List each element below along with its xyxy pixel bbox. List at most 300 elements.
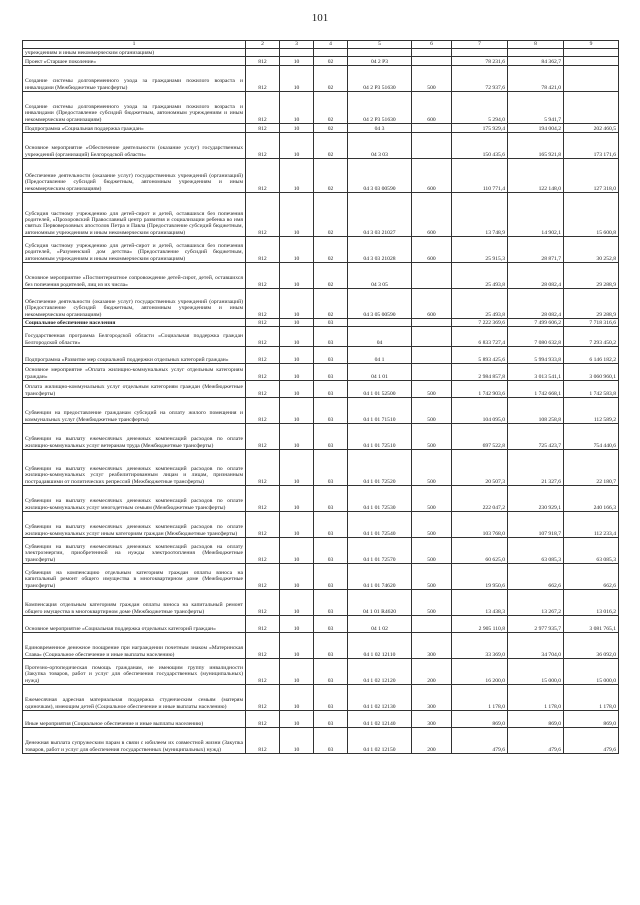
col-amount-2: 1 742 668,1 [508,381,564,398]
col-ministry: 812 [246,57,280,66]
col-expense-type: 500 [412,564,452,590]
table-row [23,616,619,633]
table-row [23,319,619,327]
col-amount-3: 1 742 583,8 [564,381,619,398]
table-header-row [23,41,619,49]
col-ministry: 812 [246,685,280,711]
col-amount-3: 36 092,0 [564,633,619,659]
col-amount-3: 869,0 [564,711,619,728]
col-section: 10 [280,590,314,616]
column-header-2: 2 [246,41,280,49]
col-section: 10 [280,381,314,398]
col-section: 10 [280,92,314,124]
col-ministry: 812 [246,319,280,327]
col-amount-3: 127 318,0 [564,159,619,193]
col-target-article: 04 [348,327,412,347]
col-ministry: 812 [246,364,280,381]
col-target-article: 04 1 01 72570 [348,538,412,564]
col-expense-type: 200 [412,728,452,754]
col-subsection: 03 [314,685,348,711]
table-row [23,659,619,685]
col-subsection: 03 [314,711,348,728]
table-row [23,133,619,159]
table-row [23,237,619,263]
col-section: 10 [280,193,314,237]
col-section: 10 [280,728,314,754]
col-subsection: 03 [314,486,348,512]
col-subsection: 02 [314,159,348,193]
col-amount-2: 28 082,4 [508,289,564,319]
col-subsection: 02 [314,66,348,92]
row-name: Создание системы долговременного ухода за гражданами пожилого возраста и инвалидами (Межбюджетные трансферты) [23,66,246,92]
col-amount-3: 479,6 [564,728,619,754]
col-amount-2: 122 148,0 [508,159,564,193]
col-amount-2: 2 977 935,7 [508,616,564,633]
table-row [23,49,619,57]
col-amount-1: 25 915,3 [452,237,508,263]
table-row [23,347,619,364]
col-section [280,49,314,57]
col-amount-3: 7 293 450,2 [564,327,619,347]
table-row [23,486,619,512]
col-amount-1: 25 493,8 [452,289,508,319]
col-ministry: 812 [246,347,280,364]
col-ministry: 812 [246,92,280,124]
col-amount-3: 1 178,0 [564,685,619,711]
col-subsection [314,49,348,57]
table-row [23,263,619,289]
col-target-article: 04 1 02 12130 [348,685,412,711]
col-target-article: 04 1 02 12110 [348,633,412,659]
col-expense-type: 500 [412,538,452,564]
col-amount-1: 869,0 [452,711,508,728]
col-amount-2: 63 085,3 [508,538,564,564]
col-expense-type: 300 [412,685,452,711]
col-expense-type [412,364,452,381]
col-amount-3: 3 060 960,1 [564,364,619,381]
col-amount-3: 29 288,9 [564,263,619,289]
col-amount-3: 22 180,7 [564,450,619,486]
col-section: 10 [280,398,314,424]
col-subsection: 02 [314,289,348,319]
table-row [23,398,619,424]
col-expense-type [412,263,452,289]
col-ministry: 812 [246,424,280,450]
col-ministry: 812 [246,538,280,564]
table-row [23,57,619,66]
table-row [23,728,619,754]
row-name: Основное мероприятие «Оплата жилищно-коммунальных услуг отдельным категориям граждан» [23,364,246,381]
col-ministry: 812 [246,486,280,512]
col-ministry: 812 [246,633,280,659]
table-row [23,381,619,398]
col-expense-type: 500 [412,512,452,538]
col-expense-type: 600 [412,92,452,124]
col-amount-3: 7 718 316,6 [564,319,619,327]
col-amount-2: 194 004,2 [508,124,564,133]
row-name: Оплата жилищно-коммунальных услуг отдельным категориям граждан (Межбюджетные трансферты) [23,381,246,398]
col-expense-type: 500 [412,381,452,398]
col-target-article: 04 3 03 21028 [348,237,412,263]
col-amount-2: 869,0 [508,711,564,728]
col-subsection: 03 [314,347,348,364]
col-amount-2: 13 267,2 [508,590,564,616]
col-target-article: 04 2 P3 [348,57,412,66]
col-amount-1: 110 771,4 [452,159,508,193]
col-target-article: 04 1 01 74620 [348,564,412,590]
col-amount-2: 7 080 632,8 [508,327,564,347]
col-section: 10 [280,263,314,289]
col-amount-3: 112 233,4 [564,512,619,538]
col-amount-2: 28 082,4 [508,263,564,289]
column-header-8: 8 [508,41,564,49]
col-amount-1: 150 435,6 [452,133,508,159]
col-amount-1: 6 833 727,4 [452,327,508,347]
row-name: Субвенции на предоставление гражданам субсидий на оплату жилого помещения и коммунальных услуг (Межбюджетные трансферты) [23,398,246,424]
col-target-article [348,319,412,327]
col-amount-2: 5 994 933,8 [508,347,564,364]
row-name: Основное мероприятие «Постинтернатное сопровождение детей-сирот, детей, оставшихся без попечения родителей, лиц из их числа» [23,263,246,289]
col-amount-3: 30 252,8 [564,237,619,263]
row-name: Иные мероприятия (Социальное обеспечение и иные выплаты населению) [23,711,246,728]
row-name: Единовременное денежное поощрение при награждении почетным знаком «Материнская Слава» (Социальное обеспечение и иные выплаты населению) [23,633,246,659]
col-ministry [246,49,280,57]
col-section: 10 [280,616,314,633]
col-section: 10 [280,66,314,92]
col-amount-1: 1 178,0 [452,685,508,711]
column-header-9: 9 [564,41,619,49]
col-section: 10 [280,564,314,590]
col-expense-type: 300 [412,633,452,659]
row-name: Субвенции на выплату ежемесячных денежных компенсаций расходов по оплате жилищно-коммунальных услуг реабилитированным лицам и лицам, признанным пострадавшими от политических репрессий (Межбюджетные трансферты) [23,450,246,486]
col-amount-3: 3 081 765,1 [564,616,619,633]
col-amount-1: 19 950,6 [452,564,508,590]
col-section: 10 [280,364,314,381]
table-row [23,424,619,450]
col-amount-2: 5 941,7 [508,92,564,124]
col-expense-type: 300 [412,711,452,728]
col-subsection: 03 [314,381,348,398]
col-amount-2: 7 499 606,2 [508,319,564,327]
table-row [23,711,619,728]
col-expense-type: 600 [412,289,452,319]
table-row [23,538,619,564]
row-name: Основное мероприятие «Обеспечение деятельности (оказание услуг) государственных учреждений (организаций) Белгородской области» [23,133,246,159]
col-amount-2: 78 421,0 [508,66,564,92]
col-expense-type [412,133,452,159]
col-section: 10 [280,347,314,364]
col-amount-2: 725 423,7 [508,424,564,450]
col-amount-2: 230 929,1 [508,486,564,512]
row-name: Протезно-ортопедическая помощь гражданам, не имеющим группу инвалидности (Закупка товаров, работ и услуг для обеспечения государственных (муниципальных) нужд) [23,659,246,685]
row-name: Компенсация отдельным категориям граждан оплаты взноса на капитальный ремонт общего имущества в многоквартирном доме (Межбюджетные трансферты) [23,590,246,616]
budget-table [22,40,619,754]
col-subsection: 03 [314,398,348,424]
col-ministry: 812 [246,327,280,347]
col-amount-3: 6 146 182,2 [564,347,619,364]
col-amount-2: 108 258,8 [508,398,564,424]
col-section: 10 [280,424,314,450]
table-row [23,193,619,237]
col-amount-3 [564,57,619,66]
col-ministry: 812 [246,512,280,538]
col-amount-1 [452,49,508,57]
row-name: Субвенции на выплату ежемесячных денежных компенсаций расходов по оплате жилищно-коммунальных услуг ветеранам труда (Межбюджетные трансферты) [23,424,246,450]
col-amount-2 [508,49,564,57]
col-section: 10 [280,711,314,728]
col-amount-1: 16 200,0 [452,659,508,685]
table-row [23,66,619,92]
col-amount-3 [564,49,619,57]
row-name: Ежемесячная адресная материальная поддержка студенческим семьям (матерям одиночкам), имеющим детей (Социальное обеспечение и иные выплаты населению) [23,685,246,711]
col-amount-2: 165 921,8 [508,133,564,159]
column-header-7: 7 [452,41,508,49]
col-ministry: 812 [246,193,280,237]
col-amount-2: 1 178,0 [508,685,564,711]
col-subsection: 02 [314,92,348,124]
col-amount-1: 103 768,0 [452,512,508,538]
col-amount-3 [564,92,619,124]
col-subsection: 02 [314,124,348,133]
col-target-article: 04 1 02 12140 [348,711,412,728]
table-row [23,364,619,381]
col-amount-3: 754 440,6 [564,424,619,450]
col-target-article: 04 1 02 [348,616,412,633]
col-amount-3: 662,6 [564,564,619,590]
column-header-1: 1 [23,41,246,49]
col-expense-type [412,347,452,364]
col-amount-1: 222 047,2 [452,486,508,512]
col-expense-type: 500 [412,424,452,450]
col-amount-2: 28 871,7 [508,237,564,263]
col-subsection: 02 [314,263,348,289]
row-name: Подпрограмма «Социальная поддержка граждан» [23,124,246,133]
col-target-article: 04 1 [348,347,412,364]
row-name: Субвенции на выплату ежемесячных денежных компенсаций расходов на оплату электроэнергии, приобретенной на нужды электроотопления (Межбюджетные трансферты) [23,538,246,564]
col-subsection: 03 [314,450,348,486]
col-expense-type: 600 [412,159,452,193]
col-amount-2: 84 362,7 [508,57,564,66]
col-subsection: 03 [314,728,348,754]
col-expense-type [412,49,452,57]
col-amount-3: 202 460,5 [564,124,619,133]
col-expense-type [412,327,452,347]
col-amount-2: 479,6 [508,728,564,754]
col-subsection: 03 [314,616,348,633]
col-amount-1: 1 742 903,6 [452,381,508,398]
col-ministry: 812 [246,263,280,289]
page-number: 101 [311,12,329,24]
col-ministry: 812 [246,590,280,616]
col-amount-3: 13 016,2 [564,590,619,616]
col-amount-2: 107 918,7 [508,512,564,538]
table-row [23,512,619,538]
col-amount-1: 20 507,3 [452,450,508,486]
col-amount-3: 240 166,3 [564,486,619,512]
row-name: Субвенции на выплату ежемесячных денежных компенсаций расходов по оплате жилищно-коммунальных услуг иным категориям граждан (Межбюджетные трансферты) [23,512,246,538]
col-ministry: 812 [246,711,280,728]
col-amount-3: 173 171,6 [564,133,619,159]
col-ministry: 812 [246,159,280,193]
col-subsection: 02 [314,133,348,159]
col-expense-type: 500 [412,398,452,424]
col-section: 10 [280,57,314,66]
col-amount-3: 15 600,8 [564,193,619,237]
row-name: Обеспечение деятельности (оказание услуг) государственных учреждений (организаций) (Предоставление субсидий бюджетным, автономным учреждениям и иным некоммерческим организациям) [23,289,246,319]
col-amount-3: 63 085,3 [564,538,619,564]
col-ministry: 812 [246,133,280,159]
col-target-article: 04 1 01 R4620 [348,590,412,616]
col-amount-3 [564,66,619,92]
col-section: 10 [280,685,314,711]
col-section: 10 [280,538,314,564]
col-ministry: 812 [246,66,280,92]
col-target-article: 04 1 01 72540 [348,512,412,538]
col-subsection: 02 [314,237,348,263]
col-subsection: 02 [314,193,348,237]
row-name: учреждениям и иным некоммерческим организациям) [23,49,246,57]
col-ministry: 812 [246,616,280,633]
col-amount-1: 33 369,0 [452,633,508,659]
col-expense-type: 500 [412,66,452,92]
col-section: 10 [280,450,314,486]
table-row [23,289,619,319]
table-row [23,159,619,193]
col-amount-1: 104 095,0 [452,398,508,424]
col-amount-1: 72 937,6 [452,66,508,92]
col-subsection: 03 [314,659,348,685]
col-section: 10 [280,159,314,193]
table-body [23,49,619,754]
col-amount-3: 15 000,0 [564,659,619,685]
col-target-article: 04 1 01 72510 [348,424,412,450]
col-amount-2: 3 013 541,1 [508,364,564,381]
col-amount-1: 2 905 110,8 [452,616,508,633]
table-row [23,685,619,711]
col-ministry: 812 [246,728,280,754]
row-name: Денежная выплата супружеским парам в связи с юбилеем их совместной жизни (Закупка товаров, работ и услуг для обеспечения государственных (муниципальных) нужд) [23,728,246,754]
col-target-article: 04 3 03 [348,133,412,159]
col-amount-1: 175 929,4 [452,124,508,133]
row-name: Основное мероприятие «Социальная поддержка отдельных категорий граждан» [23,616,246,633]
table-row [23,590,619,616]
col-target-article: 04 3 [348,124,412,133]
col-amount-2: 662,6 [508,564,564,590]
col-section: 10 [280,319,314,327]
col-section: 10 [280,512,314,538]
col-target-article: 04 1 01 52500 [348,381,412,398]
col-amount-3: 112 589,2 [564,398,619,424]
col-amount-1: 5 294,0 [452,92,508,124]
col-ministry: 812 [246,450,280,486]
row-name: Субсидия частному учреждению для детей-сирот и детей, оставшихся без попечения родителей, «Прохоровский Православный центр развития и социализации ребенка во имя святых Первоверховных апостолов Петра и Павла (Предоставление субсидий бюджетным, автономным учреждениям и иным некоммерческим организациям) [23,193,246,237]
col-ministry: 812 [246,237,280,263]
col-expense-type [412,124,452,133]
col-target-article: 04 3 05 00590 [348,289,412,319]
col-expense-type: 600 [412,237,452,263]
col-ministry: 812 [246,289,280,319]
col-amount-1: 60 625,0 [452,538,508,564]
row-name: Создание системы долговременного ухода за гражданами пожилого возраста и инвалидами (Предоставление субсидий бюджетным, автономным учреждениям и иным некоммерческим организациям) [23,92,246,124]
col-ministry: 812 [246,124,280,133]
col-subsection: 03 [314,590,348,616]
col-amount-1: 13 438,3 [452,590,508,616]
col-subsection: 03 [314,633,348,659]
col-amount-1: 697 522,8 [452,424,508,450]
col-amount-1: 479,6 [452,728,508,754]
col-section: 10 [280,659,314,685]
table-row [23,450,619,486]
col-target-article: 04 3 05 [348,263,412,289]
col-subsection: 03 [314,364,348,381]
col-subsection: 03 [314,424,348,450]
row-name: Подпрограмма «Развитие мер социальной поддержки отдельных категорий граждан» [23,347,246,364]
col-subsection: 03 [314,512,348,538]
table-row [23,92,619,124]
col-expense-type [412,57,452,66]
row-name: Субвенции на выплату ежемесячных денежных компенсаций расходов по оплате жилищно-коммунальных услуг многодетным семьям (Межбюджетные трансферты) [23,486,246,512]
row-name: Проект «Старшее поколение» [23,57,246,66]
column-header-5: 5 [348,41,412,49]
column-header-6: 6 [412,41,452,49]
row-name: Субвенция на компенсацию отдельным категориям граждан оплаты взноса на капитальный ремонт общего имущества в многоквартирном доме (Межбюджетные трансферты) [23,564,246,590]
row-name: Государственная программа Белгородской области «Социальная поддержка граждан Белгородской области» [23,327,246,347]
col-expense-type: 500 [412,486,452,512]
table-row [23,327,619,347]
col-ministry: 812 [246,398,280,424]
col-section: 10 [280,124,314,133]
row-name: Субсидия частному учреждению для детей-сирот и детей, оставшихся без попечения родителей, «Разуменский дом детства» (Предоставление субсидий бюджетным, автономным учреждениям и иным некоммерческим организациям) [23,237,246,263]
col-expense-type [412,616,452,633]
col-target-article: 04 1 01 [348,364,412,381]
col-amount-2: 34 704,0 [508,633,564,659]
col-subsection: 03 [314,538,348,564]
col-subsection: 03 [314,564,348,590]
col-subsection: 03 [314,327,348,347]
col-amount-2: 14 902,1 [508,193,564,237]
col-target-article [348,49,412,57]
col-amount-2: 15 000,0 [508,659,564,685]
col-section: 10 [280,237,314,263]
col-target-article: 04 1 01 72530 [348,486,412,512]
col-section: 10 [280,486,314,512]
col-amount-1: 78 231,6 [452,57,508,66]
row-name: Социальное обеспечение населения [23,319,246,327]
col-expense-type: 500 [412,450,452,486]
col-section: 10 [280,633,314,659]
col-ministry: 812 [246,381,280,398]
col-section: 10 [280,289,314,319]
col-target-article: 04 2 P3 51630 [348,92,412,124]
col-target-article: 04 1 01 72520 [348,450,412,486]
table-row [23,633,619,659]
row-name: Обеспечение деятельности (оказание услуг) государственных учреждений (организаций) (Предоставление субсидий бюджетным, автономным учреждениям и иным некоммерческим организациям) [23,159,246,193]
col-target-article: 04 3 03 21027 [348,193,412,237]
col-expense-type: 200 [412,659,452,685]
col-subsection: 03 [314,319,348,327]
col-ministry: 812 [246,564,280,590]
col-target-article: 04 1 02 12120 [348,659,412,685]
col-amount-1: 25 493,8 [452,263,508,289]
col-target-article: 04 2 P3 51630 [348,66,412,92]
table-row [23,564,619,590]
col-section: 10 [280,133,314,159]
col-target-article: 04 3 03 00590 [348,159,412,193]
col-expense-type: 500 [412,590,452,616]
col-target-article: 04 1 02 12150 [348,728,412,754]
col-expense-type [412,319,452,327]
col-expense-type: 600 [412,193,452,237]
